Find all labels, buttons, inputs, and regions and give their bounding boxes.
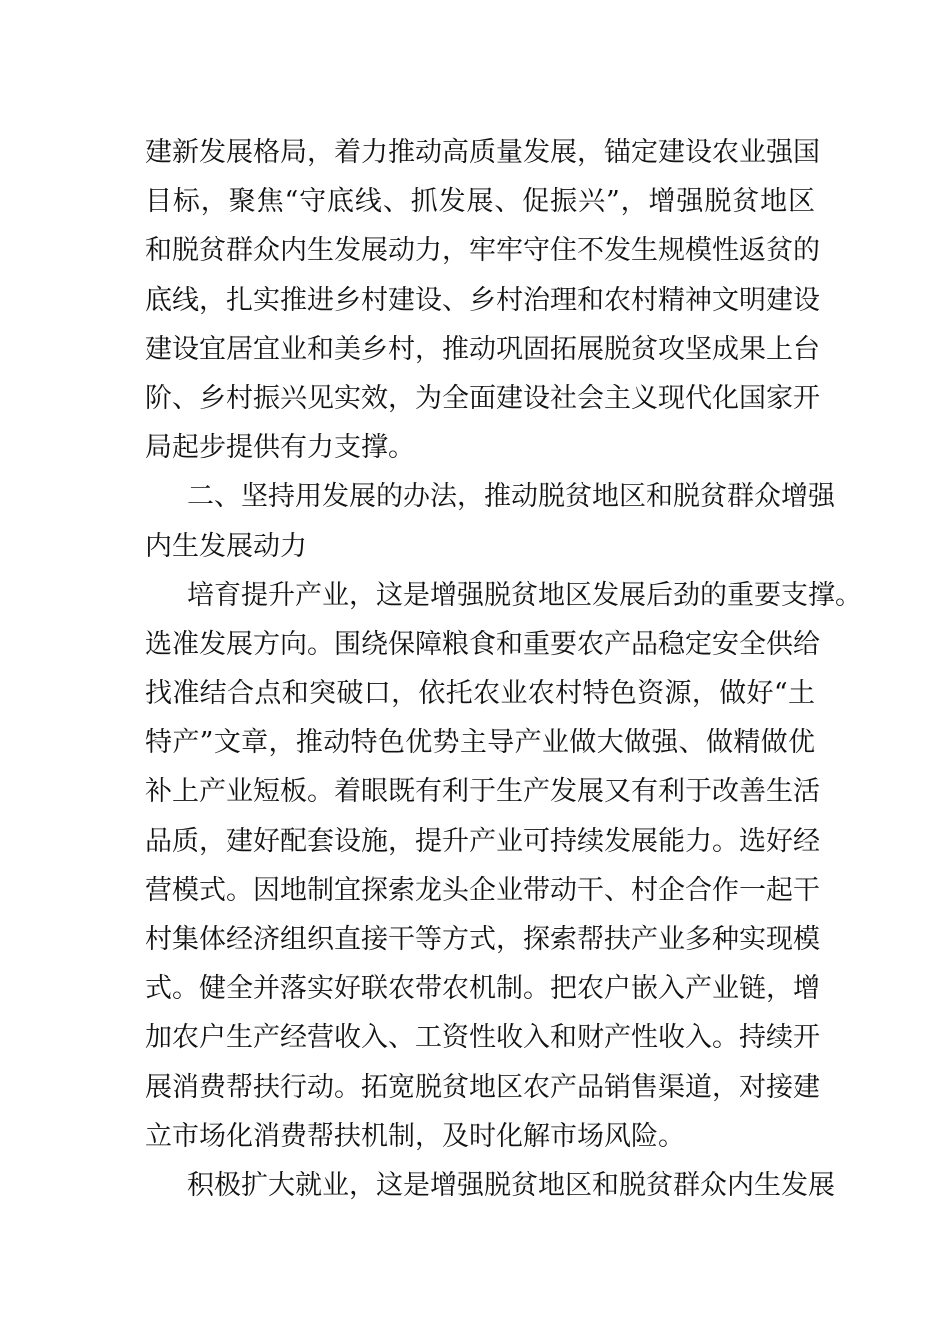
text-line: 品质，建好配套设施，提升产业可持续发展能力。选好经: [145, 825, 820, 857]
text-line: 加农户生产经营收入、工资性收入和财产性收入。持续开: [145, 1022, 820, 1054]
text-line: 内生发展动力: [145, 530, 307, 562]
document-body-text: [145, 128, 862, 1210]
text-line: 积极扩大就业，这是增强脱贫地区和脱贫群众内生发展: [187, 1169, 835, 1201]
text-line: 阶、乡村振兴见实效，为全面建设社会主义现代化国家开: [145, 382, 820, 414]
text-line: 和脱贫群众内生发展动力，牢牢守住不发生规模性返贫的: [145, 235, 820, 267]
text-line: 式。健全并落实好联农带农机制。把农户嵌入产业链，增: [145, 973, 820, 1005]
text-line: 底线，扎实推进乡村建设、乡村治理和农村精神文明建设: [145, 284, 820, 316]
text-line: 立市场化消费帮扶机制，及时化解市场风险。: [145, 1120, 685, 1152]
text-line: 特产”文章，推动特色优势主导产业做大做强、做精做优: [145, 727, 815, 759]
text-line: 建新发展格局，着力推动高质量发展，锚定建设农业强国: [145, 137, 820, 168]
text-line: 营模式。因地制宜探索龙头企业带动干、村企合作一起干: [145, 874, 820, 906]
text-line: 培育提升产业，这是增强脱贫地区发展后劲的重要支撑。: [187, 579, 862, 611]
text-line: 局起步提供有力支撑。: [145, 432, 415, 464]
text-line: 建设宜居宜业和美乡村，推动巩固拓展脱贫攻坚成果上台: [145, 333, 820, 365]
text-line: 补上产业短板。着眼既有利于生产发展又有利于改善生活: [145, 776, 820, 808]
text-line: 目标，聚焦“守底线、抓发展、促振兴”，增强脱贫地区: [145, 186, 815, 218]
text-line: 展消费帮扶行动。拓宽脱贫地区农产品销售渠道，对接建: [145, 1071, 820, 1103]
text-line: 二、坚持用发展的办法，推动脱贫地区和脱贫群众增强: [187, 481, 835, 513]
text-line: 选准发展方向。围绕保障粮食和重要农产品稳定安全供给: [145, 628, 820, 660]
text-line: 找准结合点和突破口，依托农业农村特色资源，做好“土: [145, 678, 815, 710]
text-line: 村集体经济组织直接干等方式，探索帮扶产业多种实现模: [145, 924, 820, 955]
